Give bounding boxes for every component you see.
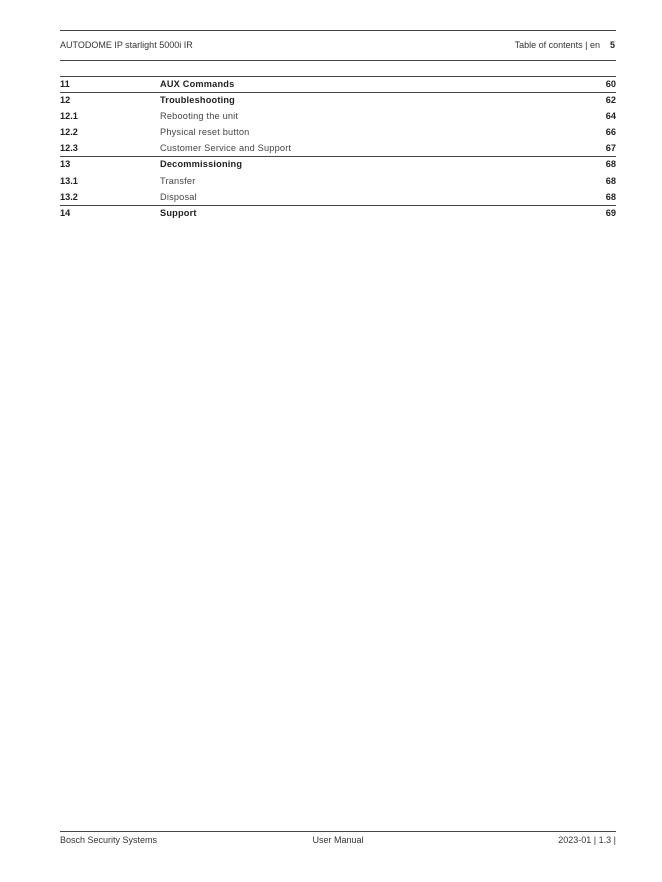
header-product-title: AUTODOME IP starlight 5000i IR: [60, 40, 193, 50]
toc-entry-number: 14: [60, 207, 71, 218]
toc-entry-title[interactable]: Troubleshooting: [160, 95, 235, 106]
toc-entry-title[interactable]: Customer Service and Support: [160, 143, 292, 154]
toc-entry-number: 12.1: [60, 111, 78, 122]
toc-entry-number: 13.2: [60, 191, 78, 202]
toc-entry-number: 13: [60, 159, 71, 170]
toc-entry-page[interactable]: 68: [605, 159, 616, 170]
toc-section-row[interactable]: [60, 108, 616, 124]
header-bottom-rule: [60, 60, 616, 61]
toc-section-row[interactable]: [60, 140, 616, 156]
toc-entry-title[interactable]: AUX Commands: [160, 79, 235, 89]
toc-entry-title[interactable]: Support: [160, 207, 197, 218]
toc-section-row[interactable]: [60, 173, 616, 189]
toc-entry-page[interactable]: 66: [605, 127, 616, 138]
toc-entry-page[interactable]: 60: [605, 79, 616, 89]
toc-entry-number: 13.1: [60, 175, 78, 186]
toc-entry-number: 12.2: [60, 127, 78, 138]
toc-entry-number: 12.3: [60, 143, 78, 154]
toc-entry-number: 12: [60, 95, 71, 106]
toc-section-row[interactable]: [60, 124, 616, 140]
toc-entry-title[interactable]: Physical reset button: [160, 127, 250, 138]
toc-entry-page[interactable]: 67: [605, 143, 616, 154]
toc-chapter-row[interactable]: [60, 92, 616, 108]
header-section: [515, 40, 615, 51]
toc-entry-number: 11: [60, 79, 70, 89]
footer-rule: [60, 831, 616, 832]
toc-chapter-row[interactable]: [60, 205, 616, 221]
toc-section-row[interactable]: [60, 189, 616, 205]
footer-version: 2023-01 | 1.3 |: [558, 835, 616, 845]
footer-doc-type: User Manual: [312, 835, 364, 845]
header-section-label: Table of contents | en: [514, 40, 600, 50]
table-of-contents: [60, 76, 616, 221]
toc-entry-page[interactable]: 64: [605, 111, 616, 122]
toc-entry-page[interactable]: 69: [605, 207, 616, 218]
toc-entry-title[interactable]: Rebooting the unit: [160, 111, 239, 122]
toc-entry-page[interactable]: 68: [605, 175, 616, 186]
toc-entry-title[interactable]: Decommissioning: [160, 159, 243, 170]
toc-entry-title[interactable]: Disposal: [160, 191, 197, 202]
header-page-number: 5: [609, 40, 615, 50]
toc-chapter-row[interactable]: [60, 156, 616, 172]
toc-chapter-row[interactable]: [60, 76, 616, 92]
toc-entry-title[interactable]: Transfer: [160, 175, 196, 186]
header-top-rule: [60, 30, 616, 31]
toc-entry-page[interactable]: 62: [605, 95, 616, 106]
footer-company: Bosch Security Systems: [60, 835, 158, 845]
toc-entry-page[interactable]: 68: [605, 191, 616, 202]
